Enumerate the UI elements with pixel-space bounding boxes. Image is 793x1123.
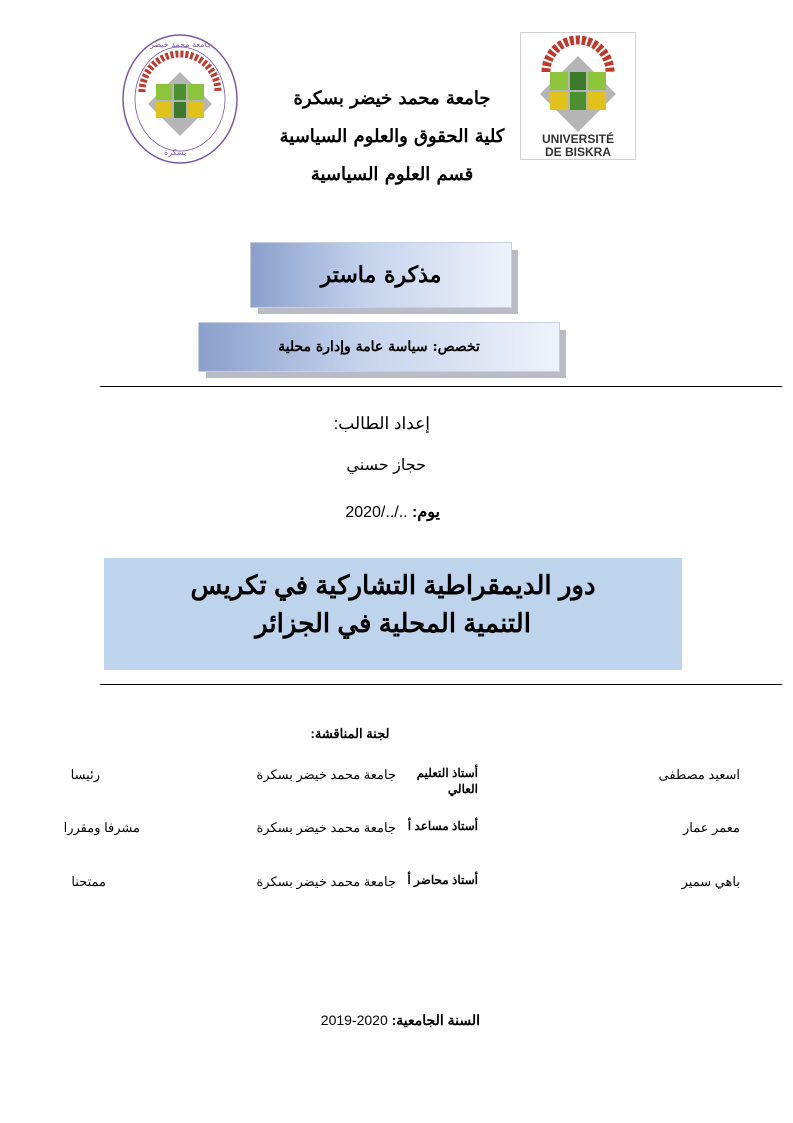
- date-value: 2020/../..: [345, 504, 408, 521]
- member-role: ممتحنا: [71, 874, 106, 889]
- member-name: باهي سمير: [681, 874, 740, 889]
- department-name: قسم العلوم السياسية: [310, 164, 474, 185]
- committee-heading: لجنة المناقشة:: [310, 726, 390, 741]
- member-university: جامعة محمد خيضر بسكرة: [256, 767, 396, 782]
- committee-row-3: [0, 872, 793, 912]
- university-name: جامعة محمد خيضر بسكرة: [293, 88, 491, 109]
- committee-row-2: [0, 818, 793, 858]
- thesis-type: مذكرة ماستر: [320, 262, 442, 288]
- academic-year-label: السنة الجامعية:: [391, 1012, 480, 1028]
- member-university: جامعة محمد خيضر بسكرة: [256, 874, 396, 889]
- thesis-title: [104, 566, 682, 642]
- logo-text-de-biskra: DE BISKRA: [544, 145, 611, 159]
- academic-year-value: 2019-2020: [320, 1012, 388, 1028]
- university-seal-logo: [120, 32, 240, 167]
- prepared-by-label: إعداد الطالب:: [333, 414, 430, 433]
- seal-arc-top-text: جامعة محمد خيضر: [150, 40, 212, 49]
- thesis-title-line-1: دور الديمقراطية التشاركية في تكريس: [190, 570, 596, 600]
- date-line: [270, 502, 440, 522]
- seal-arc-bottom-text: بسكرة: [164, 148, 187, 157]
- thesis-title-line-2: التنمية المحلية في الجزائر: [255, 608, 531, 638]
- faculty-name: كلية الحقوق والعلوم السياسية: [279, 126, 505, 147]
- member-name: معمر عمار: [682, 820, 740, 835]
- thesis-type-box: [250, 242, 512, 308]
- member-rank: أستاذ محاضر أ: [407, 873, 478, 887]
- member-university: جامعة محمد خيضر بسكرة: [256, 820, 396, 835]
- specialty-text: تخصص: سياسة عامة وإدارة محلية: [278, 339, 480, 355]
- thesis-title-box: [104, 558, 682, 670]
- member-role: رئيسا: [70, 767, 100, 782]
- academic-year-line: [230, 1012, 480, 1029]
- student-name: حجاز حسني: [346, 457, 426, 474]
- committee-row-1: [0, 765, 793, 805]
- member-rank: أستاذ التعليم العالي: [416, 766, 478, 796]
- date-label: يوم:: [412, 504, 440, 521]
- member-name: اسعيد مصطفى: [658, 767, 740, 782]
- divider-bottom: [100, 684, 782, 685]
- specialty-box: [198, 322, 560, 372]
- member-rank: أستاذ مساعد أ: [407, 819, 478, 833]
- member-role: مشرفا ومقررا: [63, 820, 140, 835]
- logo-text-universite: UNIVERSITÉ: [541, 132, 614, 146]
- divider-top: [100, 386, 782, 387]
